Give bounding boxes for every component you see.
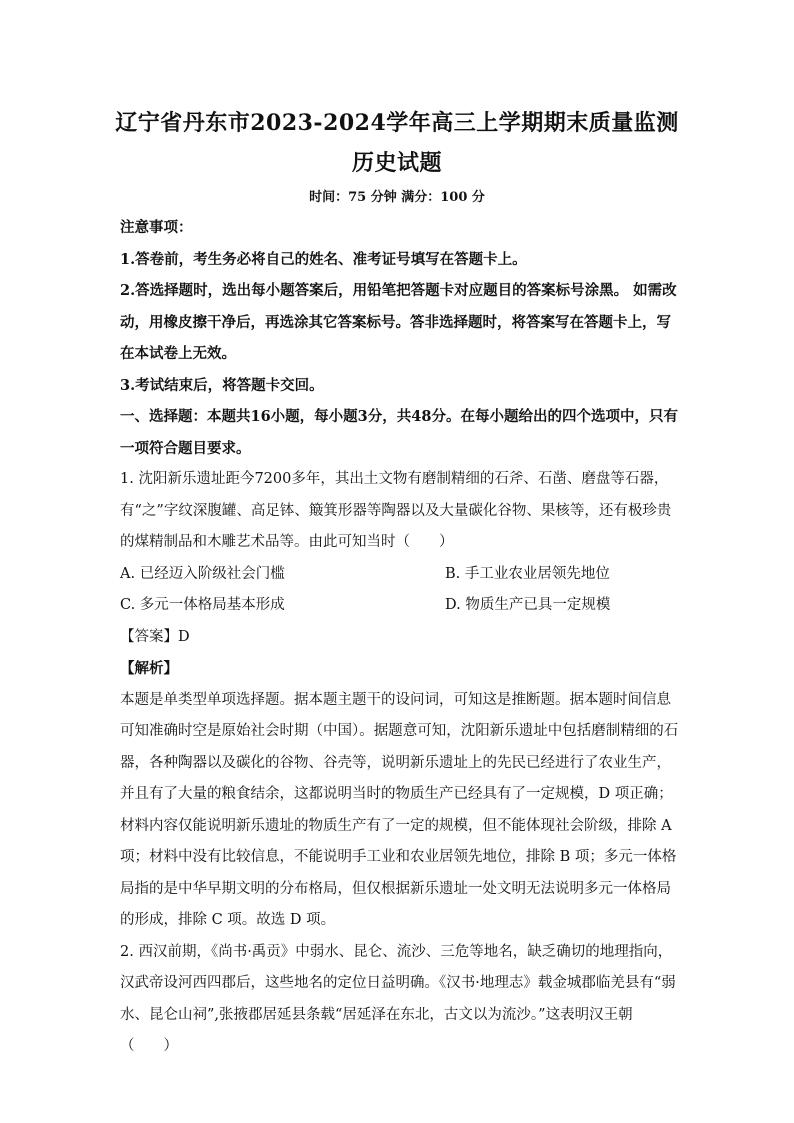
exam-title: 辽宁省丹东市2023-2024学年高三上学期期末质量监测 <box>115 110 679 136</box>
exam-body <box>120 212 680 1063</box>
note-item: 2.答选择题时，选出每小题答案后，用铅笔把答题卡对应题目的答案标号涂黑。 如需改动，用橡皮擦干净后，再选涂其它答案标号。答非选择题时，将答案写在答题卡上，写在本试卷上无效。 <box>120 282 677 362</box>
question-1-analysis: 本题是单类型单项选择题。据本题主题干的设问词，可知这是推断题。据本题时间信息可知准确时空是原始社会时期（中国）。据题意可知，沈阳新乐遗址中包括磨制精细的石器，各种陶器以及碳化的谷物、谷壳等，说明新乐遗址上的先民已经进行了农业生产，并且有了大量的粮食结余，这都说明当时的物质生产已经具有了一定规模，D 项正确；材料内容仅能说明新乐遗址的物质生产有了一定的规模，但不能体现社会阶级，排除 A 项；材料中没有比较信息，不能说明手工业和农业居领先地位，排除 B 项；多元一体格局指的是中华早期文明的分布格局，但仅根据新乐遗址一处文明无法说明多元一体格局的形成，排除 C 项。故选 D 项。 <box>120 691 679 928</box>
note-item: 1.答卷前，考生务必将自己的姓名、准考证号填写在答题卡上。 <box>120 250 527 268</box>
exam-subject-title: 历史试题 <box>351 150 442 176</box>
question-1-answer: 【答案】D <box>120 628 190 645</box>
question-1-stem: 1. 沈阳新乐遗址距今7200多年，其出土文物有磨制精细的石斧、石凿、磨盘等石器，有“之”字纹深腹罐、高足钵、簸箕形器等陶器以及大量碳化谷物、果核等，还有极珍贵的煤精制品和木雕艺术品等。由此可知当时（ ） <box>120 471 672 550</box>
option-b: B. 手工业农业居领先地位 <box>445 565 610 582</box>
option-a: A. 已经迈入阶级社会门槛 <box>120 565 285 582</box>
notes-heading: 注意事项： <box>120 219 193 236</box>
exam-meta: 时间：75 分钟 满分：100 分 <box>309 190 485 205</box>
question-2-stem: 2. 西汉前期，《尚书·禹贡》中弱水、昆仑、流沙、三危等地名，缺乏确切的地理指向，汉武帝设河西四郡后，这些地名的定位日益明确。《汉书·地理志》载金城郡临羌县有“弱水、昆仑山祠”,张掖郡居延县条载“居延泽在东北，古文以为流沙。”这表明汉王朝（ ） <box>120 943 676 1054</box>
option-c: C. 多元一体格局基本形成 <box>120 597 285 613</box>
note-item: 3.考试结束后，将答题卡交回。 <box>120 376 324 394</box>
question-1-analysis-label: 【解析】 <box>120 660 178 677</box>
option-d: D. 物质生产已具一定规模 <box>445 597 611 613</box>
section-heading: 一、选择题：本题共16小题，每小题3分，共48分。在每小题给出的四个选项中，只有一项符合题目要求。 <box>120 408 678 457</box>
question-1-options <box>120 559 680 622</box>
